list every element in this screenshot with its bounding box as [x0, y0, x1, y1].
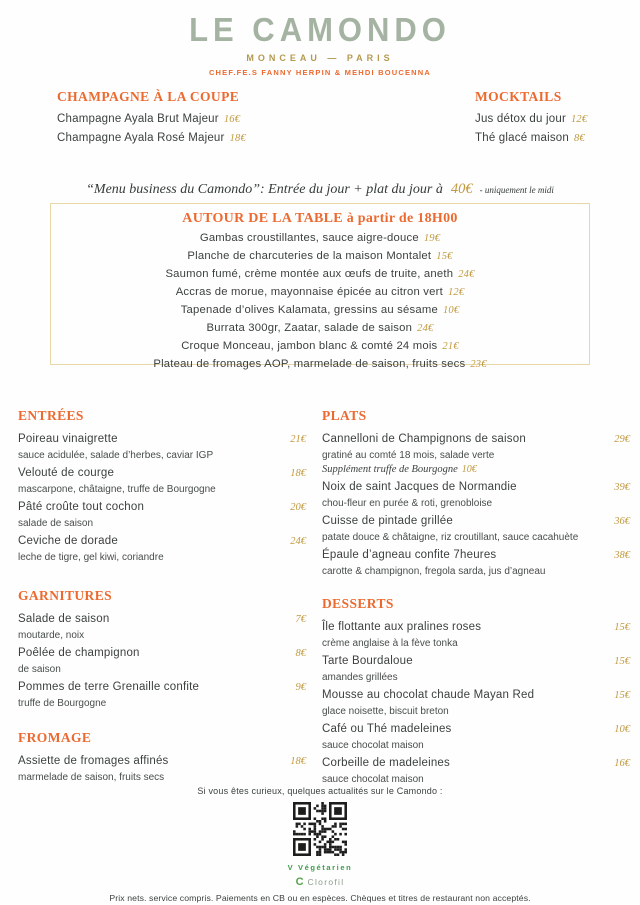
list-item [51, 268, 589, 281]
item-price: 16€ [223, 114, 241, 125]
item-name: Café ou Thé madeleines [322, 723, 452, 735]
champagne-section [57, 88, 246, 144]
item-name: Planche de charcuteries de la maison Montalet [187, 250, 432, 262]
entrees-section [18, 408, 306, 564]
menu-item [322, 432, 630, 476]
item-price: 8€ [573, 133, 585, 144]
list-item [51, 358, 589, 371]
list-item [475, 132, 587, 144]
item-name: Champagne Ayala Brut Majeur [57, 113, 219, 125]
item-price: 39€ [614, 482, 630, 493]
vegetarian-icon: V [287, 863, 295, 872]
item-price: 20€ [290, 502, 306, 513]
item-price: 21€ [290, 434, 306, 445]
menu-item [18, 754, 306, 784]
item-price: 18€ [229, 133, 246, 144]
business-menu-price: 40€ [450, 181, 473, 197]
business-menu-line [0, 180, 640, 198]
item-description: chou-fleur en purée & roti, grenobloise [322, 498, 493, 509]
restaurant-title: LE CAMONDO [189, 10, 451, 49]
item-description: truffe de Bourgogne [18, 698, 107, 709]
item-name: Corbeille de madeleines [322, 757, 450, 769]
mocktails-section [475, 88, 587, 144]
item-price: 8€ [295, 648, 306, 659]
vegetarian-label: Végétarien [297, 863, 353, 872]
item-price: 24€ [458, 269, 475, 280]
clorofil-label: Clorofil [307, 877, 345, 887]
menu-item [18, 646, 306, 676]
list-item [51, 340, 589, 353]
header [0, 12, 640, 77]
item-name: Velouté de courge [18, 467, 115, 479]
item-name: Tarte Bourdaloue [322, 655, 413, 667]
mocktails-title: MOCKTAILS [475, 89, 562, 104]
legal-text: Prix nets. service compris. Paiements en CB ou en espèces. Chèques et titres de restaurant non acceptés. [109, 893, 531, 903]
item-price: 36€ [614, 516, 630, 527]
plats-title: PLATS [322, 408, 367, 423]
business-menu-note: - uniquement le midi [479, 185, 554, 195]
item-name: Burrata 300gr, Zaatar, salade de saison [206, 322, 413, 334]
list-item [51, 304, 589, 317]
menu-item [18, 466, 306, 496]
champagne-title: CHAMPAGNE À LA COUPE [57, 89, 240, 104]
item-name: Tapenade d’olives Kalamata, gressins au sésame [180, 304, 438, 316]
menu-item [322, 722, 630, 752]
item-price: 10€ [442, 305, 460, 316]
item-price: 18€ [290, 756, 306, 767]
desserts-title: DESSERTS [322, 596, 394, 611]
desserts-section [322, 596, 630, 786]
item-description: amandes grillées [322, 672, 398, 683]
item-price: 38€ [614, 550, 630, 561]
item-name: Assiette de fromages affinés [18, 755, 169, 767]
menu-item [322, 514, 630, 544]
qr-code-icon [293, 802, 347, 856]
item-name: Cannelloni de Champignons de saison [322, 433, 526, 445]
item-name: Croque Monceau, jambon blanc & comté 24 mois [181, 340, 438, 352]
left-column [18, 408, 306, 788]
item-description: de saison [18, 664, 61, 675]
list-item [51, 250, 589, 263]
item-price: 19€ [423, 233, 441, 244]
list-item [475, 113, 587, 125]
business-menu-text: “Menu business du Camondo”: Entrée du jour + plat du jour à [86, 182, 443, 197]
item-price: 15€ [614, 622, 630, 633]
garnitures-section [18, 588, 306, 710]
item-name: Jus détox du jour [475, 113, 566, 125]
list-item [57, 132, 246, 144]
item-price: 29€ [614, 434, 630, 445]
item-name: Mousse au chocolat chaude Mayan Red [322, 689, 535, 701]
item-description: carotte & champignon, fregola sarda, jus d’agneau [322, 566, 546, 577]
item-description: leche de tigre, gel kiwi, coriandre [18, 552, 164, 563]
item-price: 15€ [614, 656, 630, 667]
list-item [51, 286, 589, 299]
note-price: 10€ [461, 464, 477, 475]
item-name: Poêlée de champignon [18, 647, 140, 659]
list-item [57, 113, 246, 125]
fromage-section [18, 730, 306, 784]
item-name: Noix de saint Jacques de Normandie [322, 481, 517, 493]
item-supplement-note [322, 463, 630, 476]
item-name: Thé glacé maison [475, 132, 569, 144]
list-item [51, 232, 589, 245]
menu-item [322, 654, 630, 684]
item-price: 15€ [614, 690, 630, 701]
autour-de-la-table-box [50, 203, 590, 370]
chefs-line: CHEF.FE.S FANNY HERPIN & MEHDI BOUCENNA [208, 68, 432, 77]
item-name: Ceviche de dorade [18, 535, 118, 547]
item-price: 10€ [614, 724, 630, 735]
item-name: Saumon fumé, crème montée aux œufs de truite, aneth [165, 268, 454, 280]
menu-item [322, 480, 630, 510]
item-description: marmelade de saison, fruits secs [18, 772, 165, 783]
entrees-title: ENTRÉES [18, 408, 84, 423]
menu-item [18, 432, 306, 462]
item-description: crème anglaise à la fève tonka [322, 638, 458, 649]
item-name: Poireau vinaigrette [18, 433, 118, 445]
list-item [51, 322, 589, 335]
menu-item [322, 756, 630, 786]
garnitures-title: GARNITURES [18, 588, 113, 603]
menu-item [322, 548, 630, 578]
menu-item [18, 680, 306, 710]
fromage-title: FROMAGE [18, 730, 92, 745]
item-price: 18€ [290, 468, 306, 479]
item-description: moutarde, noix [18, 630, 85, 641]
item-price: 15€ [436, 251, 453, 262]
item-name: Épaule d’agneau confite 7heures [322, 549, 497, 561]
menu-item [322, 620, 630, 650]
clorofil-badge [296, 876, 345, 888]
item-name: Cuisse de pintade grillée [322, 515, 453, 527]
item-price: 21€ [442, 341, 459, 352]
item-price: 23€ [470, 359, 487, 370]
item-price: 16€ [614, 758, 630, 769]
item-description: sauce chocolat maison [322, 774, 424, 785]
clorofil-logo-icon: C [295, 876, 304, 888]
vegetarian-legend [288, 863, 353, 872]
item-name: Salade de saison [18, 613, 110, 625]
item-price: 7€ [295, 614, 306, 625]
item-name: Accras de morue, mayonnaise épicée au citron vert [175, 286, 443, 298]
menu-item [18, 612, 306, 642]
menu-item [18, 500, 306, 530]
autour-title: AUTOUR DE LA TABLE à partir de 18H00 [182, 211, 458, 226]
item-description: sauce chocolat maison [322, 740, 424, 751]
item-description: glace noisette, biscuit breton [322, 706, 449, 717]
item-description: gratiné au comté 18 mois, salade verte [322, 450, 495, 461]
item-price: 9€ [295, 682, 306, 693]
item-price: 24€ [290, 536, 306, 547]
item-price: 12€ [447, 287, 465, 298]
item-price: 12€ [570, 114, 588, 125]
item-description: mascarpone, châtaigne, truffe de Bourgogne [18, 484, 216, 495]
item-name: Champagne Ayala Rosé Majeur [57, 132, 225, 144]
restaurant-subtitle: MONCEAU — PARIS [246, 53, 394, 63]
footer [0, 786, 640, 903]
plats-section [322, 408, 630, 578]
item-name: Plateau de fromages AOP, marmelade de saison, fruits secs [153, 358, 466, 370]
menu-item [18, 534, 306, 564]
item-description: patate douce & châtaigne, riz croutillant, sauce cacahuète [322, 532, 579, 543]
note-text: Supplément truffe de Bourgogne [322, 464, 458, 475]
item-description: sauce acidulée, salade d’herbes, caviar IGP [18, 450, 214, 461]
footer-curious-text: Si vous êtes curieux, quelques actualités sur le Camondo : [197, 786, 443, 796]
item-name: Pommes de terre Grenaille confite [18, 681, 200, 693]
item-name: Gambas croustillantes, sauce aigre-douce [199, 232, 419, 244]
item-name: Île flottante aux pralines roses [322, 621, 482, 633]
menu-item [322, 688, 630, 718]
item-price: 24€ [417, 323, 434, 334]
item-name: Pâté croûte tout cochon [18, 501, 145, 513]
right-column [322, 408, 630, 790]
item-description: salade de saison [18, 518, 94, 529]
